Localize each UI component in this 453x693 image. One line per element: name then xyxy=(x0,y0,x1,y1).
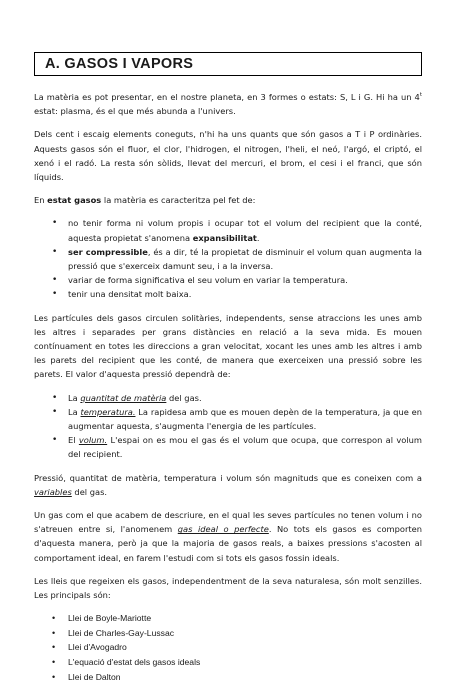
pressure-factors-list xyxy=(34,391,422,462)
list-item: • variar de forma significativa el seu volum en variar la temperatura. xyxy=(34,273,422,287)
paragraph-particles: Les partícules dels gasos circulen solitàries, independents, sense atraccions les unes amb les altres i separades per grans distàncies en relació a la seva mida. Es mouen contínuament en totes les direccions a gran velocitat, xocant les unes amb les altres i amb les parets del recipient que les conté, de manera que exerceixen una pressió sobre les parets. El valor d'aquesta pressió dependrà de: xyxy=(34,312,422,380)
paragraph-ideal-gas: Un gas com el que acabem de descriure, en el qual les seves partícules no tenen volum i no s'atreuen entre si, l'anomenem gas ideal o perfecte. No tots els gasos es comporten d'aquesta manera, però ja que la majoria de gasos reals, a baixes pressions s'acosten al comportament ideal, en farem l'estudi com si tots els gasos fossin ideals. xyxy=(34,510,422,563)
list-item: • ser compressible, és a dir, té la propietat de disminuir el volum quan augmenta la pressió que s'exerceix damunt seu, i a la inversa. xyxy=(34,245,422,273)
list-item: • tenir una densitat molt baixa. xyxy=(34,287,422,301)
section-title: A. GASOS I VAPORS xyxy=(34,52,422,76)
list-item: • Llei d'Avogadro xyxy=(34,640,422,655)
gas-properties-list xyxy=(34,216,422,301)
list-item: • La temperatura. La rapidesa amb que es mouen depèn de la temperatura, ja que en augmentar aquesta, s'augmenta l'energia de les partícules. xyxy=(34,405,422,433)
list-item: • Llei de Boyle-Mariotte xyxy=(34,611,422,626)
paragraph-variables: Pressió, quantitat de matèria, temperatura i volum són magnituds que es coneixen com a variables del gas. xyxy=(34,472,422,497)
list-item: • Llei de Dalton xyxy=(34,670,422,685)
paragraph-gas-state-intro: En estat gasos la matèria es caracteritza pel fet de: xyxy=(34,195,256,206)
list-item: • L'equació d'estat dels gasos ideals xyxy=(34,655,422,670)
gas-laws-list xyxy=(34,611,422,684)
paragraph-laws-intro: Les lleis que regeixen els gasos, independentment de la seva naturalesa, són molt senzilles. Les principals són: xyxy=(34,575,422,601)
list-item: • El volum. L'espai on es mou el gas és el volum que ocupa, que correspon al volum del recipient. xyxy=(34,433,422,461)
paragraph-states-of-matter: La matèria es pot presentar, en el nostre planeta, en 3 formes o estats: S, L i G. Hi ha un 4$^t$ estat: plasma, és el que més abunda a l'univers. xyxy=(34,92,422,117)
document-page xyxy=(34,52,422,693)
list-item: • no tenir forma ni volum propis i ocupar tot el volum del recipient que la conté, aquesta propietat s'anomena expansibilitat. xyxy=(34,216,422,244)
list-item: • Llei de Charles-Gay-Lussac xyxy=(34,626,422,641)
paragraph-gas-elements: Dels cent i escaig elements coneguts, n'hi ha uns quants que són gasos a T i P ordinàries. Aquests gasos són el fluor, el clor, l'hidrogen, el nitrogen, l'heli, el neó, l'argó, el criptó, el xenó i el radó. La resta són sòlids, llevat del mercuri, el brom, el cesi i el franci, que són líquids. xyxy=(34,129,422,183)
list-item: • La quantitat de matèria del gas. xyxy=(34,391,422,405)
